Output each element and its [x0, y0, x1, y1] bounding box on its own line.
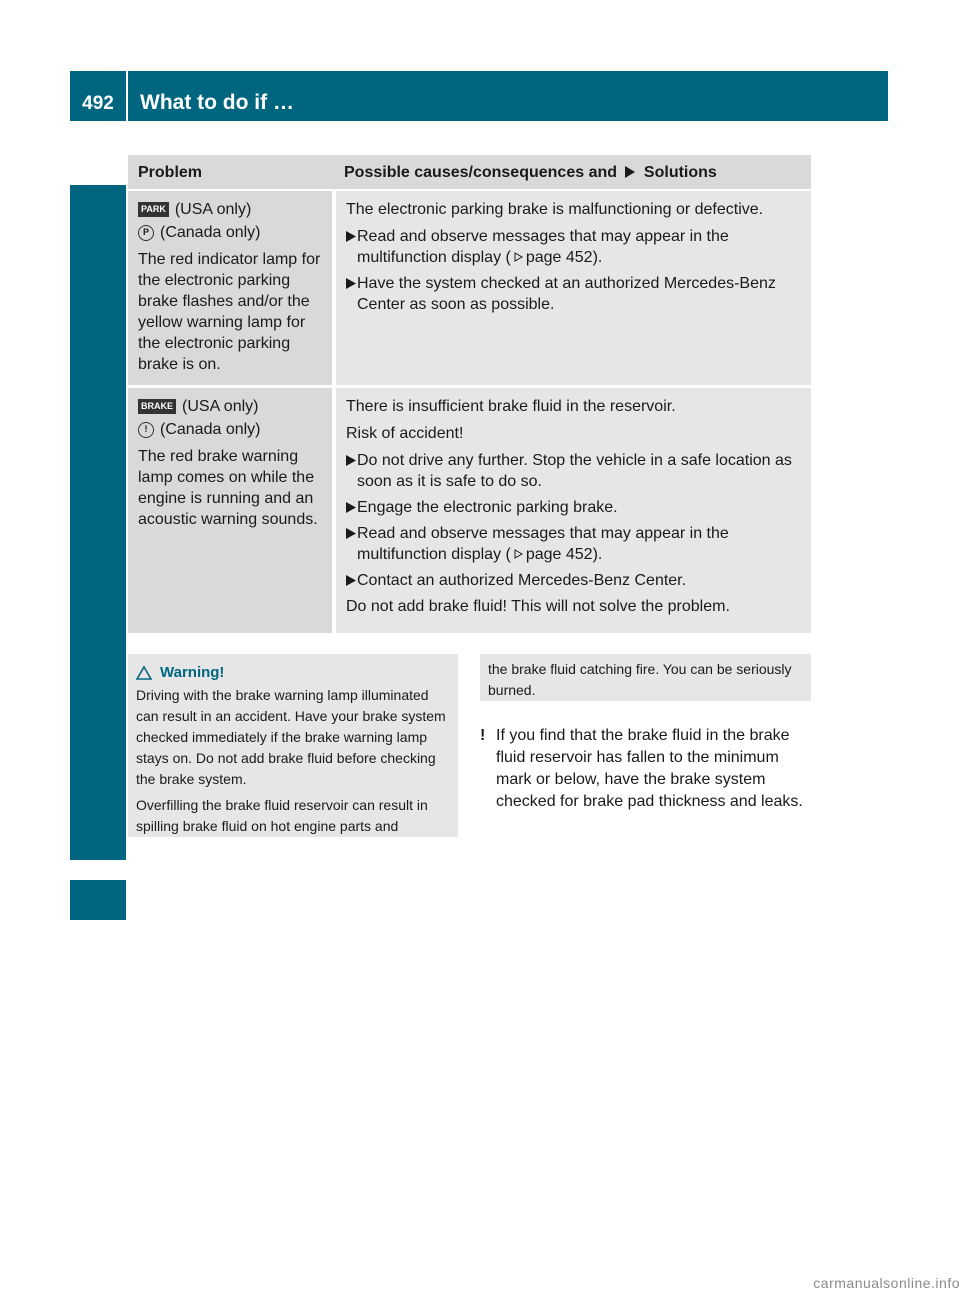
- step-text: ).: [592, 249, 603, 266]
- column-header-solutions: [334, 155, 811, 190]
- lamp-region-label: (Canada only): [160, 421, 261, 438]
- warning-paragraph: the brake fluid catching fire. You can be seriously burned.: [488, 661, 792, 698]
- column-header-problem: Problem: [128, 155, 334, 190]
- side-chapter-label: Practical hints: [84, 441, 111, 599]
- page-header: [70, 71, 888, 121]
- lamp-region-label: (USA only): [174, 201, 252, 218]
- page-reference-link[interactable]: page 452: [525, 546, 593, 563]
- play-arrow-icon: [346, 231, 357, 242]
- warning-box: [128, 654, 458, 837]
- problem-description: The red brake warning lamp comes on while the engine is running and an acoustic warning sounds.: [138, 448, 318, 528]
- step-text: Engage the electronic parking brake.: [357, 499, 618, 516]
- solution-step: [346, 273, 801, 315]
- lamp-region-label: (Canada only): [160, 224, 261, 241]
- warning-paragraph: Driving with the brake warning lamp illuminated can result in an accident. Have your brake system checked immediately if the brake warning lamp stays on. Do not add brake fluid before checking the brake system.: [136, 687, 446, 787]
- problem-description: The red indicator lamp for the electronic parking brake flashes and/or the yellow warning lamp for the electronic parking brake is on.: [138, 251, 321, 373]
- play-arrow-icon: [346, 278, 357, 289]
- problem-cell: [128, 190, 334, 387]
- park-lamp-icon: PARK: [138, 202, 169, 217]
- column-header-solutions-prefix: Possible causes/consequences and: [344, 163, 618, 181]
- parking-brake-lamp-icon: P: [138, 225, 154, 241]
- warning-triangle-icon: [136, 666, 152, 680]
- note-text: If you find that the brake fluid in the brake fluid reservoir has fallen to the minimum mark or below, have the brake system checked for brake pad thickness and leaks.: [496, 727, 803, 810]
- solution-cell: [334, 190, 811, 387]
- note-block: [480, 725, 815, 813]
- cause-text: There is insufficient brake fluid in the reservoir.: [346, 398, 676, 415]
- step-text: Read and observe messages that may appear in the multifunction display (: [357, 525, 729, 563]
- section-title: What to do if …: [140, 91, 294, 114]
- warning-paragraph: Overfilling the brake fluid reservoir can result in spilling brake fluid on hot engine parts and: [136, 797, 428, 834]
- watermark: carmanualsonline.info: [813, 1275, 960, 1291]
- step-text: Do not drive any further. Stop the vehicle in a safe location as soon as it is safe to do so.: [357, 452, 792, 490]
- play-arrow-icon: [346, 502, 357, 513]
- warning-title-text: Warning!: [160, 664, 225, 681]
- table-header-row: [128, 155, 811, 190]
- brake-lamp-icon: BRAKE: [138, 399, 176, 414]
- brake-warning-lamp-icon: !: [138, 422, 154, 438]
- warning-box-continued: [480, 654, 811, 701]
- troubleshooting-table: [128, 155, 811, 633]
- triangle-right-icon: [514, 549, 523, 559]
- solution-step: [346, 450, 801, 492]
- table-row: [128, 387, 811, 634]
- solution-step: [346, 523, 801, 565]
- lamp-region-label: (USA only): [182, 398, 259, 415]
- table-row: [128, 190, 811, 387]
- play-arrow-icon: [346, 528, 357, 539]
- step-text: Contact an authorized Mercedes-Benz Center.: [357, 572, 687, 589]
- step-text: ).: [592, 546, 603, 563]
- triangle-right-icon: [514, 252, 523, 262]
- play-arrow-icon: [624, 166, 636, 178]
- solution-cell: [334, 387, 811, 634]
- risk-text: Risk of accident!: [346, 425, 464, 442]
- solution-step: [346, 497, 801, 518]
- step-text: Have the system checked at an authorized Mercedes-Benz Center as soon as possible.: [357, 275, 776, 313]
- page-reference-link[interactable]: page 452: [525, 249, 593, 266]
- column-header-solutions-suffix: Solutions: [643, 163, 717, 181]
- play-arrow-icon: [346, 575, 357, 586]
- problem-cell: [128, 387, 334, 634]
- exclamation-icon: !: [480, 727, 486, 744]
- play-arrow-icon: [346, 455, 357, 466]
- warning-title: [136, 662, 452, 683]
- cause-text: The electronic parking brake is malfunctioning or defective.: [346, 201, 764, 218]
- solution-step: [346, 570, 801, 591]
- step-text: Read and observe messages that may appear in the multifunction display (: [357, 228, 729, 266]
- solution-footer-text: Do not add brake fluid! This will not solve the problem.: [346, 598, 730, 615]
- solution-step: [346, 226, 801, 268]
- side-tab-marker: [70, 880, 126, 920]
- page-number: 492: [82, 93, 114, 114]
